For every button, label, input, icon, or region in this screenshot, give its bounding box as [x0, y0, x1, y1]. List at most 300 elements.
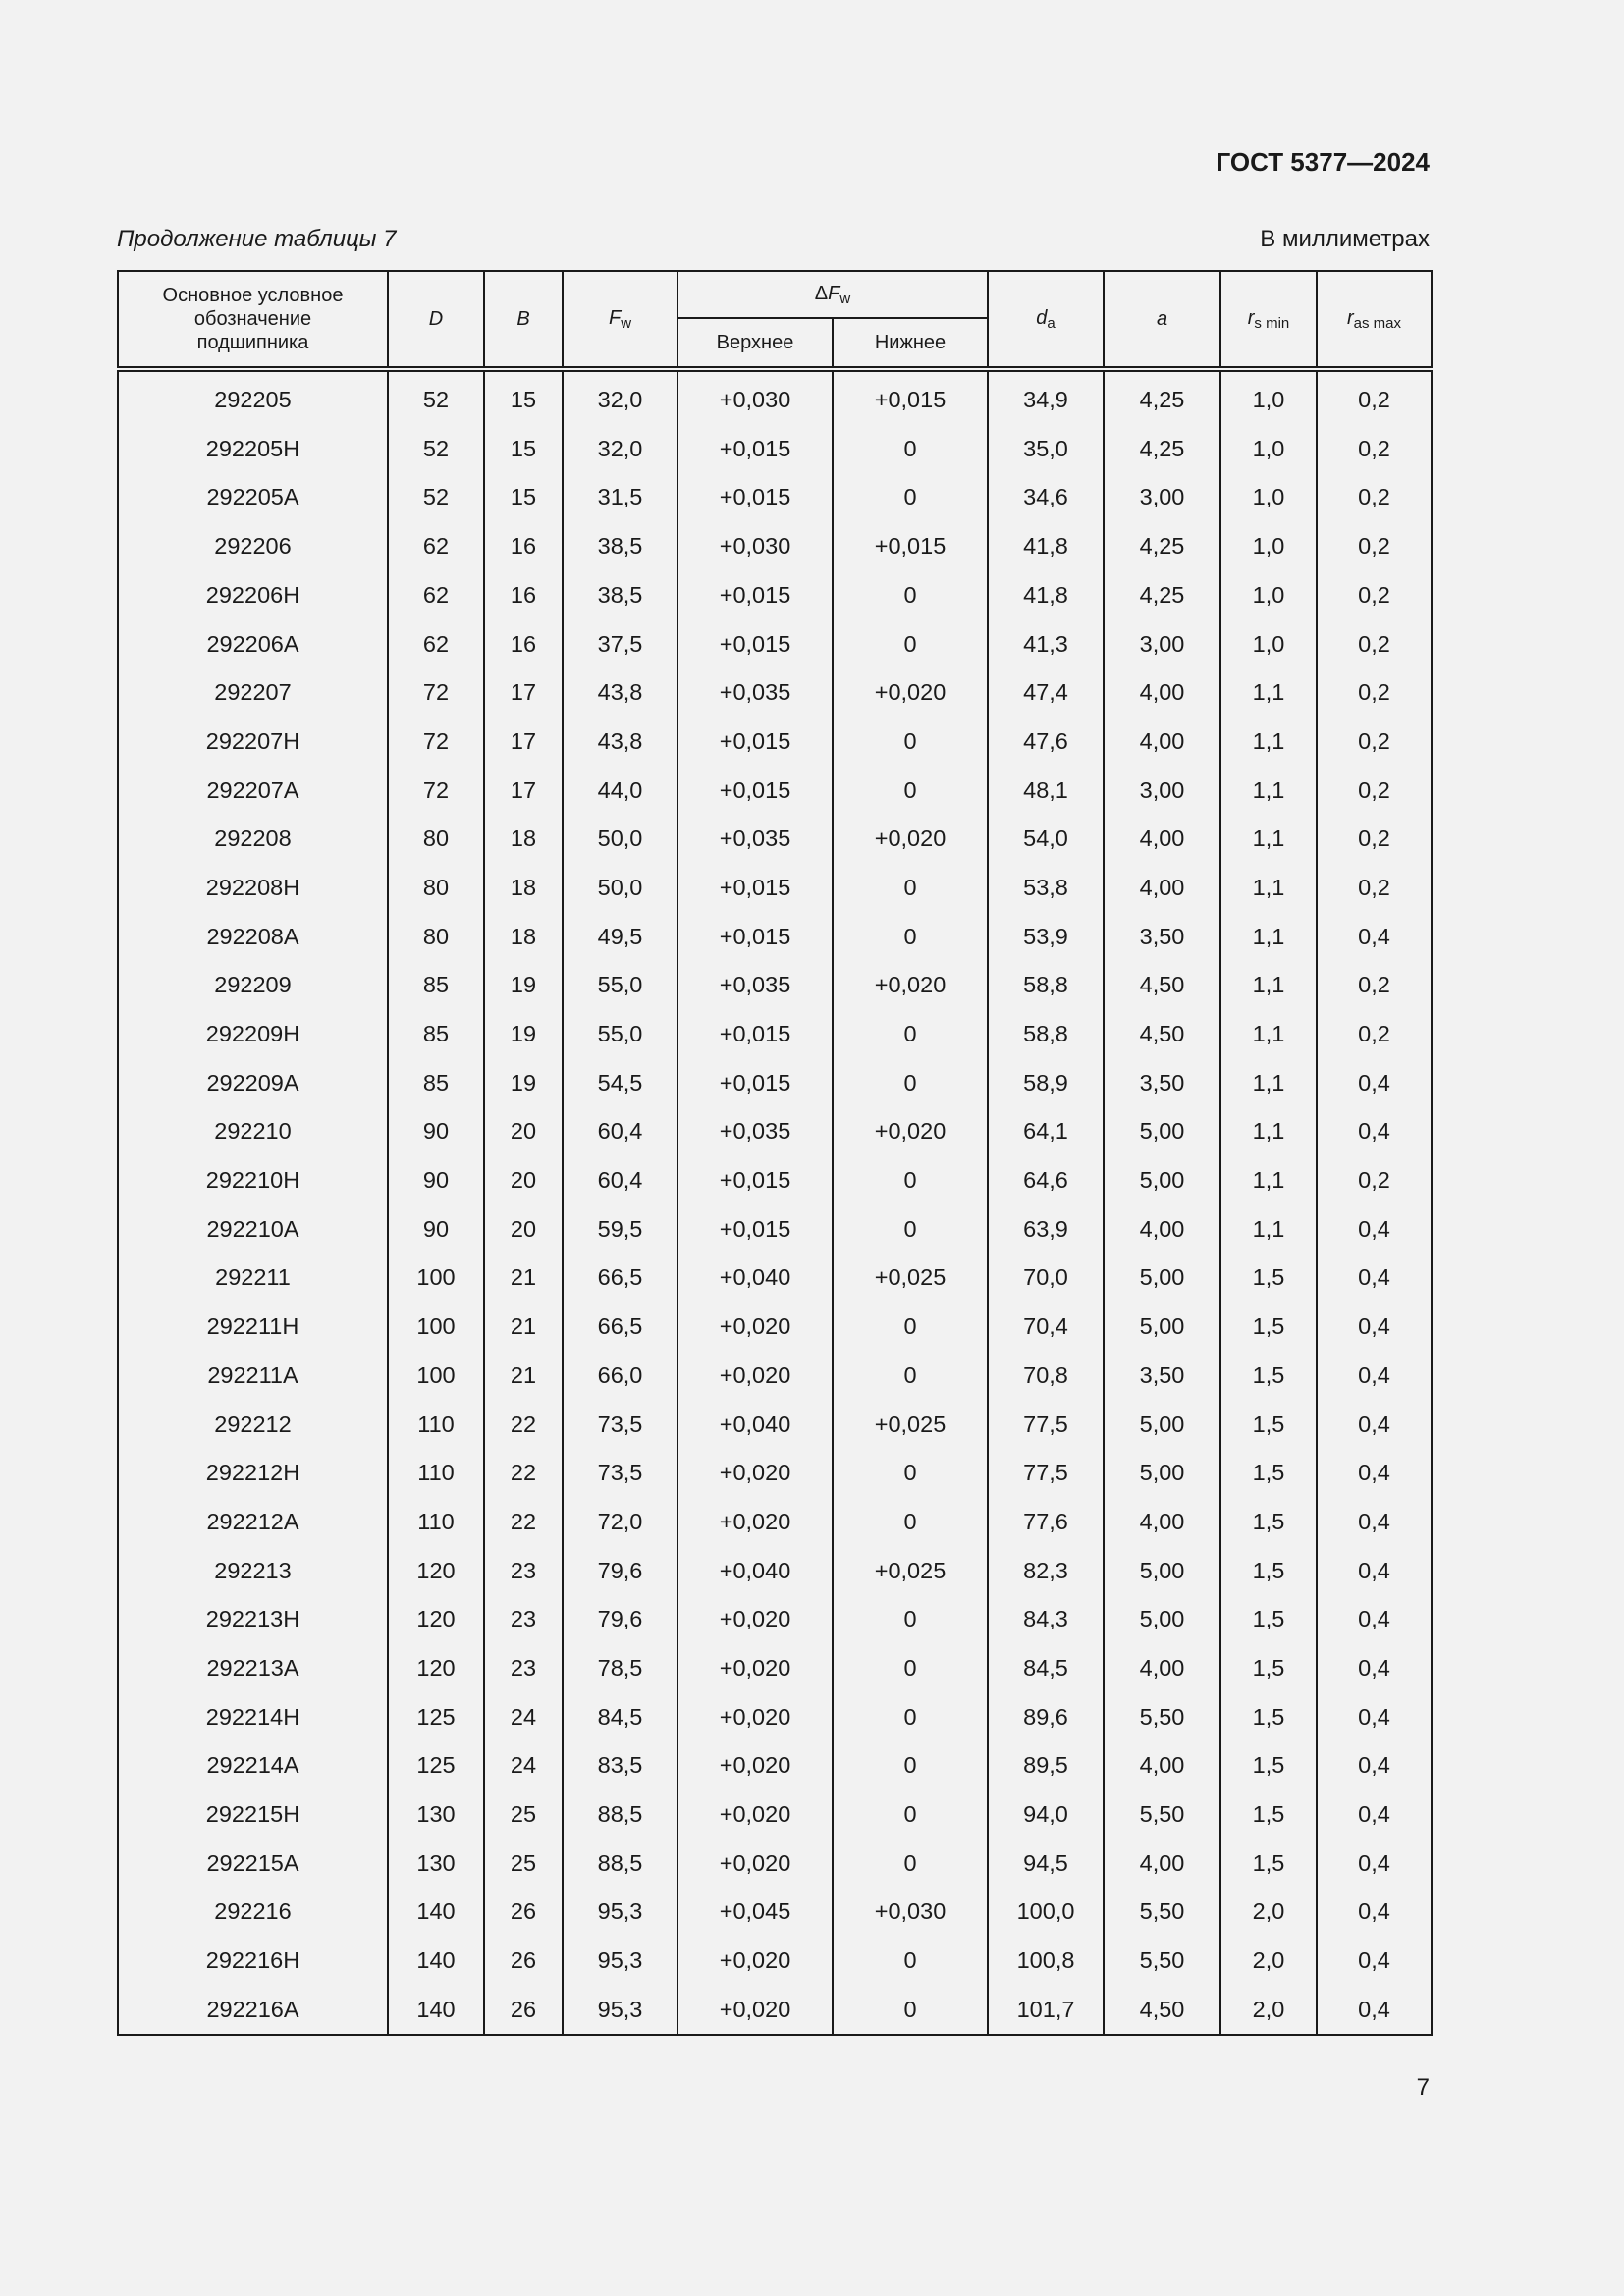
table-cell: 4,50: [1104, 1010, 1220, 1059]
table-cell: 292209A: [118, 1059, 388, 1108]
table-row: [118, 668, 1432, 718]
table-cell: +0,025: [833, 1547, 988, 1596]
table-cell: 3,00: [1104, 767, 1220, 816]
table-cell: 292216A: [118, 1986, 388, 2036]
table-cell: 292208A: [118, 913, 388, 962]
table-cell: 41,8: [988, 571, 1104, 620]
table-cell: 0: [833, 1156, 988, 1205]
table-cell: 292205: [118, 369, 388, 425]
table-cell: 72: [388, 718, 484, 767]
table-cell: 1,1: [1220, 864, 1317, 913]
table-cell: 5,50: [1104, 1888, 1220, 1937]
table-cell: 4,00: [1104, 1644, 1220, 1693]
table-cell: 1,5: [1220, 1644, 1317, 1693]
table-cell: +0,030: [833, 1888, 988, 1937]
table-cell: 70,8: [988, 1352, 1104, 1401]
table-cell: +0,020: [677, 1498, 833, 1547]
table-cell: 32,0: [563, 425, 677, 474]
table-cell: 140: [388, 1937, 484, 1986]
table-cell: 292210: [118, 1107, 388, 1156]
table-row: [118, 1352, 1432, 1401]
table-cell: 85: [388, 961, 484, 1010]
table-cell: 38,5: [563, 571, 677, 620]
table-cell: 0,2: [1317, 767, 1432, 816]
table-cell: 0: [833, 1059, 988, 1108]
table-continuation-label: Продолжение таблицы 7: [117, 226, 397, 252]
table-cell: 292212: [118, 1400, 388, 1449]
col-Fw: $F_w$: [563, 271, 677, 369]
table-cell: 95,3: [563, 1888, 677, 1937]
table-cell: 0: [833, 1352, 988, 1401]
table-cell: 15: [484, 425, 563, 474]
table-cell: 1,5: [1220, 1498, 1317, 1547]
table-cell: 19: [484, 961, 563, 1010]
table-cell: +0,015: [677, 619, 833, 668]
table-row: [118, 1303, 1432, 1352]
table-cell: 26: [484, 1937, 563, 1986]
table-cell: 0,4: [1317, 1107, 1432, 1156]
table-cell: 1,1: [1220, 767, 1317, 816]
table-cell: 79,6: [563, 1547, 677, 1596]
table-cell: 5,00: [1104, 1254, 1220, 1303]
table-row: [118, 913, 1432, 962]
table-row: [118, 1888, 1432, 1937]
table-cell: 1,5: [1220, 1303, 1317, 1352]
table-cell: 1,5: [1220, 1254, 1317, 1303]
table-cell: +0,020: [677, 1352, 833, 1401]
table-cell: 70,4: [988, 1303, 1104, 1352]
table-cell: 72: [388, 767, 484, 816]
table-cell: 58,9: [988, 1059, 1104, 1108]
table-cell: 0,2: [1317, 815, 1432, 864]
table-cell: 292214H: [118, 1693, 388, 1742]
table-cell: 0,4: [1317, 1937, 1432, 1986]
table-cell: +0,015: [677, 473, 833, 522]
table-cell: 1,5: [1220, 1840, 1317, 1889]
table-cell: +0,035: [677, 1107, 833, 1156]
table-cell: 47,6: [988, 718, 1104, 767]
table-cell: 0,2: [1317, 571, 1432, 620]
table-cell: 0: [833, 913, 988, 962]
table-cell: 0,4: [1317, 1547, 1432, 1596]
table-cell: 100,8: [988, 1937, 1104, 1986]
table-row: [118, 1010, 1432, 1059]
table-cell: 15: [484, 473, 563, 522]
table-cell: 26: [484, 1888, 563, 1937]
table-row: [118, 1840, 1432, 1889]
table-cell: 85: [388, 1059, 484, 1108]
table-cell: 89,6: [988, 1693, 1104, 1742]
table-cell: 4,25: [1104, 522, 1220, 571]
table-cell: 292213H: [118, 1595, 388, 1644]
table-cell: 120: [388, 1644, 484, 1693]
table-row: [118, 1644, 1432, 1693]
table-cell: 0: [833, 1303, 988, 1352]
table-cell: 292214A: [118, 1741, 388, 1790]
table-cell: 292205A: [118, 473, 388, 522]
table-cell: 5,00: [1104, 1595, 1220, 1644]
table-cell: 88,5: [563, 1840, 677, 1889]
table-cell: 20: [484, 1205, 563, 1255]
bearing-dimensions-table: [117, 270, 1433, 2036]
table-cell: 140: [388, 1986, 484, 2036]
table-cell: 292210A: [118, 1205, 388, 1255]
table-cell: +0,020: [833, 961, 988, 1010]
table-row: [118, 473, 1432, 522]
table-cell: 0: [833, 767, 988, 816]
table-row: [118, 522, 1432, 571]
table-row: [118, 425, 1432, 474]
table-cell: 22: [484, 1400, 563, 1449]
table-cell: 1,1: [1220, 1205, 1317, 1255]
table-cell: +0,015: [677, 1205, 833, 1255]
table-cell: 21: [484, 1254, 563, 1303]
table-cell: 5,50: [1104, 1937, 1220, 1986]
table-cell: 4,25: [1104, 425, 1220, 474]
table-cell: 0: [833, 718, 988, 767]
table-cell: 292211A: [118, 1352, 388, 1401]
table-cell: 19: [484, 1010, 563, 1059]
table-cell: 5,00: [1104, 1303, 1220, 1352]
table-cell: 0: [833, 1937, 988, 1986]
table-cell: 292207H: [118, 718, 388, 767]
table-cell: 292213A: [118, 1644, 388, 1693]
table-cell: 0,2: [1317, 961, 1432, 1010]
col-upper: Верхнее: [677, 318, 833, 369]
table-cell: +0,015: [677, 425, 833, 474]
table-cell: 292216H: [118, 1937, 388, 1986]
table-cell: +0,015: [677, 913, 833, 962]
table-cell: 0: [833, 1986, 988, 2036]
table-row: [118, 1498, 1432, 1547]
table-cell: 50,0: [563, 864, 677, 913]
table-cell: 4,50: [1104, 961, 1220, 1010]
table-cell: +0,045: [677, 1888, 833, 1937]
table-cell: 5,00: [1104, 1107, 1220, 1156]
table-row: [118, 864, 1432, 913]
table-row: [118, 571, 1432, 620]
table-cell: 0: [833, 1498, 988, 1547]
table-cell: 0: [833, 1449, 988, 1498]
table-cell: 2,0: [1220, 1888, 1317, 1937]
table-row: [118, 1400, 1432, 1449]
table-cell: 77,5: [988, 1400, 1104, 1449]
table-cell: 64,6: [988, 1156, 1104, 1205]
table-cell: 16: [484, 571, 563, 620]
table-cell: 20: [484, 1107, 563, 1156]
table-cell: 292206A: [118, 619, 388, 668]
table-cell: 23: [484, 1644, 563, 1693]
table-cell: 1,1: [1220, 718, 1317, 767]
table-cell: 0,4: [1317, 1254, 1432, 1303]
table-cell: 292215A: [118, 1840, 388, 1889]
table-cell: 0,2: [1317, 522, 1432, 571]
table-cell: +0,020: [833, 1107, 988, 1156]
table-cell: 1,0: [1220, 473, 1317, 522]
table-cell: 2,0: [1220, 1986, 1317, 2036]
table-cell: 66,5: [563, 1254, 677, 1303]
table-cell: 66,0: [563, 1352, 677, 1401]
table-cell: 77,6: [988, 1498, 1104, 1547]
table-cell: 63,9: [988, 1205, 1104, 1255]
table-cell: 0,2: [1317, 473, 1432, 522]
table-cell: 17: [484, 668, 563, 718]
table-cell: +0,020: [833, 668, 988, 718]
col-D: D: [388, 271, 484, 369]
table-cell: +0,020: [677, 1937, 833, 1986]
table-row: [118, 1156, 1432, 1205]
table-cell: 4,00: [1104, 815, 1220, 864]
table-row: [118, 1547, 1432, 1596]
table-cell: 44,0: [563, 767, 677, 816]
table-row: [118, 1693, 1432, 1742]
table-cell: 125: [388, 1741, 484, 1790]
table-cell: 17: [484, 767, 563, 816]
table-cell: 66,5: [563, 1303, 677, 1352]
table-cell: 1,5: [1220, 1693, 1317, 1742]
table-cell: 0,4: [1317, 1449, 1432, 1498]
table-cell: 94,0: [988, 1790, 1104, 1840]
table-cell: 110: [388, 1498, 484, 1547]
table-cell: 2,0: [1220, 1937, 1317, 1986]
table-cell: 78,5: [563, 1644, 677, 1693]
table-cell: 0: [833, 1741, 988, 1790]
table-cell: +0,020: [677, 1644, 833, 1693]
table-cell: 0,4: [1317, 1644, 1432, 1693]
table-cell: 4,00: [1104, 668, 1220, 718]
table-cell: 23: [484, 1595, 563, 1644]
table-cell: 1,1: [1220, 668, 1317, 718]
table-cell: 0: [833, 1010, 988, 1059]
table-cell: 5,50: [1104, 1790, 1220, 1840]
table-cell: 82,3: [988, 1547, 1104, 1596]
table-cell: 0,2: [1317, 1010, 1432, 1059]
table-cell: 73,5: [563, 1400, 677, 1449]
col-ras-max: $r_{as max}$: [1317, 271, 1432, 369]
table-cell: 1,5: [1220, 1741, 1317, 1790]
table-cell: 110: [388, 1449, 484, 1498]
table-cell: 0,4: [1317, 1840, 1432, 1889]
table-cell: 52: [388, 425, 484, 474]
table-cell: 130: [388, 1840, 484, 1889]
table-cell: 89,5: [988, 1741, 1104, 1790]
table-body: [118, 369, 1432, 2035]
table-row: [118, 1254, 1432, 1303]
table-cell: 26: [484, 1986, 563, 2036]
table-row: [118, 1107, 1432, 1156]
table-row: [118, 1449, 1432, 1498]
table-cell: 1,0: [1220, 425, 1317, 474]
table-cell: 1,5: [1220, 1449, 1317, 1498]
table-cell: 84,5: [988, 1644, 1104, 1693]
table-cell: +0,035: [677, 815, 833, 864]
table-cell: 49,5: [563, 913, 677, 962]
table-cell: +0,020: [833, 815, 988, 864]
table-cell: 5,00: [1104, 1400, 1220, 1449]
table-cell: 5,50: [1104, 1693, 1220, 1742]
table-cell: 50,0: [563, 815, 677, 864]
table-cell: 43,8: [563, 718, 677, 767]
table-cell: 0,2: [1317, 619, 1432, 668]
table-cell: 0,4: [1317, 1205, 1432, 1255]
table-cell: 1,5: [1220, 1400, 1317, 1449]
table-cell: 59,5: [563, 1205, 677, 1255]
table-cell: 0,4: [1317, 1888, 1432, 1937]
table-cell: 4,00: [1104, 718, 1220, 767]
table-cell: 110: [388, 1400, 484, 1449]
table-cell: 21: [484, 1352, 563, 1401]
table-cell: 4,25: [1104, 369, 1220, 425]
table-cell: 90: [388, 1107, 484, 1156]
table-cell: 72: [388, 668, 484, 718]
table-cell: 4,00: [1104, 864, 1220, 913]
table-cell: 292209H: [118, 1010, 388, 1059]
table-cell: 88,5: [563, 1790, 677, 1840]
table-cell: 15: [484, 369, 563, 425]
table-cell: 3,00: [1104, 473, 1220, 522]
table-cell: 25: [484, 1840, 563, 1889]
table-cell: 0,2: [1317, 718, 1432, 767]
table-cell: 3,50: [1104, 913, 1220, 962]
table-cell: 77,5: [988, 1449, 1104, 1498]
table-cell: 0,4: [1317, 1400, 1432, 1449]
table-cell: 0: [833, 571, 988, 620]
table-cell: 0,4: [1317, 913, 1432, 962]
table-cell: 38,5: [563, 522, 677, 571]
table-cell: +0,015: [677, 1059, 833, 1108]
table-cell: +0,015: [677, 1156, 833, 1205]
table-cell: 120: [388, 1547, 484, 1596]
table-cell: 130: [388, 1790, 484, 1840]
table-cell: 0,4: [1317, 1595, 1432, 1644]
table-cell: 1,1: [1220, 961, 1317, 1010]
table-cell: 4,00: [1104, 1741, 1220, 1790]
table-cell: 1,1: [1220, 1059, 1317, 1108]
table-cell: 72,0: [563, 1498, 677, 1547]
table-cell: +0,015: [677, 571, 833, 620]
table-caption: [117, 226, 1430, 253]
table-cell: 90: [388, 1156, 484, 1205]
table-cell: 43,8: [563, 668, 677, 718]
table-cell: +0,025: [833, 1400, 988, 1449]
table-cell: 52: [388, 369, 484, 425]
table-cell: 32,0: [563, 369, 677, 425]
table-cell: 24: [484, 1693, 563, 1742]
table-cell: 1,0: [1220, 522, 1317, 571]
table-cell: 0: [833, 619, 988, 668]
table-cell: 70,0: [988, 1254, 1104, 1303]
table-cell: 0,2: [1317, 425, 1432, 474]
col-da: $d_a$: [988, 271, 1104, 369]
table-cell: 292210H: [118, 1156, 388, 1205]
table-row: [118, 718, 1432, 767]
table-cell: 0: [833, 864, 988, 913]
table-cell: 58,8: [988, 961, 1104, 1010]
table-cell: 0: [833, 1644, 988, 1693]
table-cell: 0,4: [1317, 1059, 1432, 1108]
table-cell: +0,040: [677, 1400, 833, 1449]
table-cell: 80: [388, 815, 484, 864]
table-cell: 1,5: [1220, 1547, 1317, 1596]
table-cell: 47,4: [988, 668, 1104, 718]
table-cell: 0: [833, 1840, 988, 1889]
table-cell: 0: [833, 1693, 988, 1742]
table-cell: 1,5: [1220, 1790, 1317, 1840]
table-cell: 80: [388, 913, 484, 962]
table-cell: 100: [388, 1352, 484, 1401]
table-cell: 22: [484, 1449, 563, 1498]
table-cell: 125: [388, 1693, 484, 1742]
table-cell: 3,50: [1104, 1059, 1220, 1108]
table-cell: +0,035: [677, 668, 833, 718]
table-cell: +0,015: [833, 522, 988, 571]
table-cell: 0,4: [1317, 1498, 1432, 1547]
table-cell: 1,1: [1220, 1156, 1317, 1205]
table-cell: 4,00: [1104, 1840, 1220, 1889]
table-cell: 79,6: [563, 1595, 677, 1644]
table-cell: 5,00: [1104, 1547, 1220, 1596]
table-cell: +0,015: [677, 1010, 833, 1059]
table-cell: 20: [484, 1156, 563, 1205]
table-cell: 292212H: [118, 1449, 388, 1498]
table-cell: 62: [388, 522, 484, 571]
table-cell: 292216: [118, 1888, 388, 1937]
table-cell: 31,5: [563, 473, 677, 522]
col-lower: Нижнее: [833, 318, 988, 369]
table-cell: 62: [388, 571, 484, 620]
table-cell: 55,0: [563, 1010, 677, 1059]
col-delta-Fw: $\Delta F_w$: [677, 271, 988, 318]
table-cell: 21: [484, 1303, 563, 1352]
table-cell: 5,00: [1104, 1449, 1220, 1498]
table-row: [118, 369, 1432, 425]
table-cell: 55,0: [563, 961, 677, 1010]
table-cell: +0,020: [677, 1741, 833, 1790]
table-cell: 0,4: [1317, 1986, 1432, 2036]
table-cell: 4,25: [1104, 571, 1220, 620]
table-cell: 1,0: [1220, 369, 1317, 425]
table-cell: 64,1: [988, 1107, 1104, 1156]
table-cell: +0,030: [677, 369, 833, 425]
table-cell: 0,4: [1317, 1790, 1432, 1840]
table-cell: 18: [484, 913, 563, 962]
table-cell: 53,9: [988, 913, 1104, 962]
standard-code: ГОСТ 5377—2024: [1216, 147, 1430, 177]
table-cell: 18: [484, 864, 563, 913]
table-cell: 94,5: [988, 1840, 1104, 1889]
table-cell: 1,1: [1220, 913, 1317, 962]
table-cell: 0,2: [1317, 668, 1432, 718]
table-cell: +0,020: [677, 1790, 833, 1840]
table-cell: +0,025: [833, 1254, 988, 1303]
col-B: B: [484, 271, 563, 369]
table-header-row: [118, 271, 1432, 318]
table-cell: 1,0: [1220, 571, 1317, 620]
table-cell: 0,2: [1317, 864, 1432, 913]
table-cell: 53,8: [988, 864, 1104, 913]
table-cell: 24: [484, 1741, 563, 1790]
table-cell: 54,0: [988, 815, 1104, 864]
table-cell: 101,7: [988, 1986, 1104, 2036]
table-cell: 1,1: [1220, 1010, 1317, 1059]
table-cell: 83,5: [563, 1741, 677, 1790]
table-cell: 25: [484, 1790, 563, 1840]
table-cell: 292211: [118, 1254, 388, 1303]
table-cell: 3,50: [1104, 1352, 1220, 1401]
table-cell: 73,5: [563, 1449, 677, 1498]
table-cell: +0,035: [677, 961, 833, 1010]
table-cell: 292206H: [118, 571, 388, 620]
